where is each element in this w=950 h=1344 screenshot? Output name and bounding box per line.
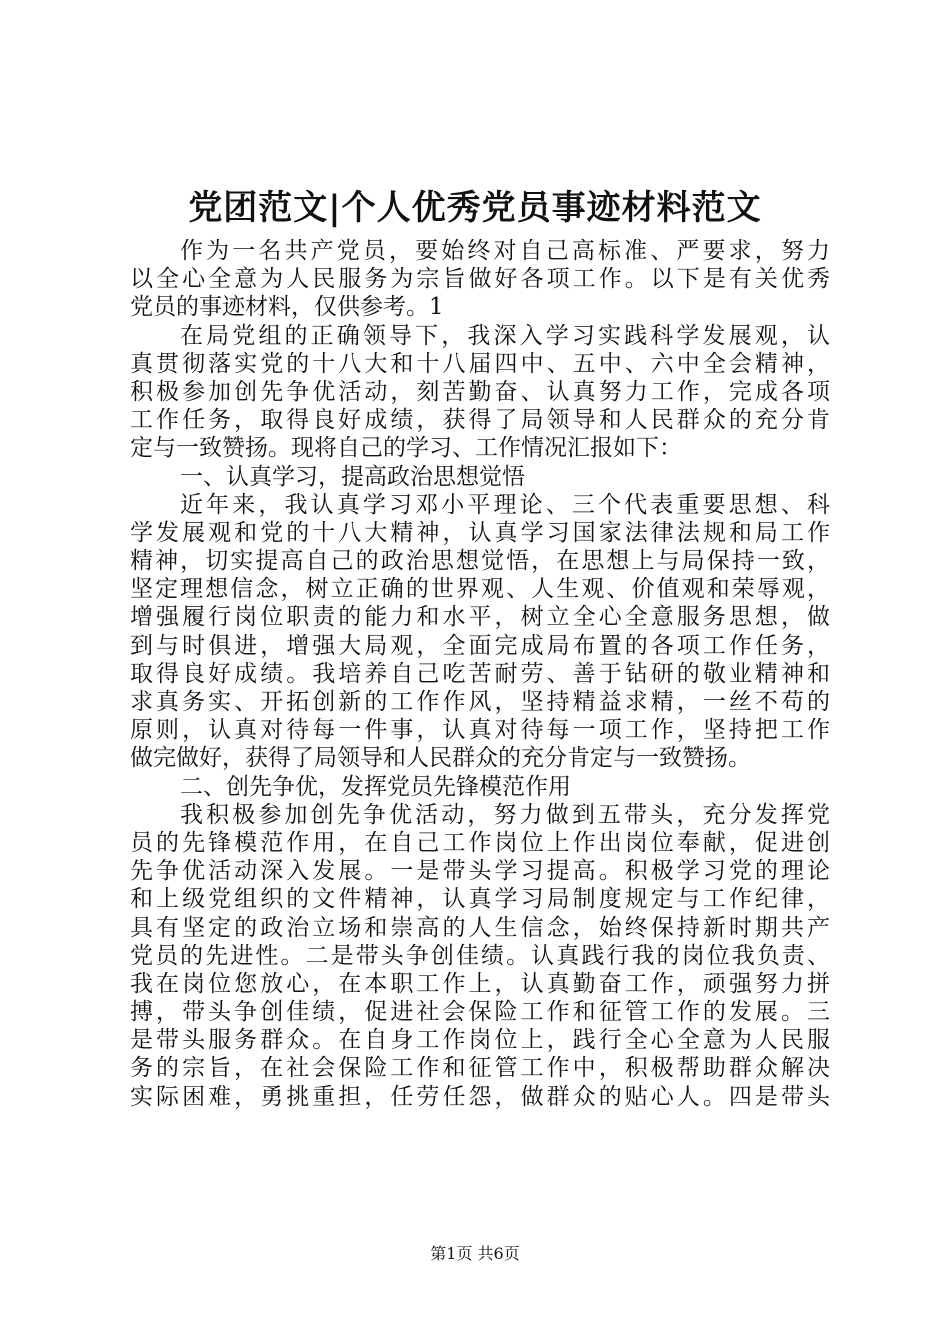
text-line: 务的宗旨，在社会保险工作和征管工作中，积极帮助群众解决 [130,1055,830,1082]
text-line: 坚定理想信念，树立正确的世界观、人生观、价值观和荣辱观， [130,576,830,603]
text-line: 做完做好，获得了局领导和人民群众的充分肯定与一致赞扬。 [130,745,751,772]
text-line: 原则，认真对待每一件事，认真对待每一项工作，坚持把工作 [130,717,830,744]
document-title: 党团范文|个人优秀党员事迹材料范文 [188,188,762,228]
text-line: 党员的事迹材料，仅供参考。1 [130,294,444,321]
document-body [130,237,830,1111]
text-line: 一、认真学习，提高政治思想觉悟 [180,463,525,490]
text-line: 学发展观和党的十八大精神，认真学习国家法律法规和局工作 [130,519,830,546]
text-line: 作为一名共产党员，要始终对自己高标准、严要求，努力 [180,238,830,264]
text-line: 搏，带头争创佳绩，促进社会保险工作和征管工作的发展。三 [130,999,830,1026]
text-line: 近年来，我认真学习邓小平理论、三个代表重要思想、科 [180,491,830,518]
text-line: 积极参加创先争优活动，刻苦勤奋、认真努力工作，完成各项 [130,378,830,405]
text-line: 实际困难，勇挑重担，任劳任怨，做群众的贴心人。四是带头 [130,1083,830,1110]
text-line: 我在岗位您放心，在本职工作上，认真勤奋工作，顽强努力拼 [130,970,830,997]
text-line: 增强履行岗位职责的能力和水平，树立全心全意服务思想，做 [130,604,830,631]
text-line: 具有坚定的政治立场和崇高的人生信念，始终保持新时期共产 [130,914,830,941]
text-line: 党员的先进性。二是带头争创佳绩。认真践行我的岗位我负责、 [130,942,830,969]
text-line: 定与一致赞扬。现将自己的学习、工作情况汇报如下： [130,435,682,462]
text-line: 精神，切实提高自己的政治思想觉悟，在思想上与局保持一致， [130,548,830,575]
text-line: 员的先锋模范作用，在自己工作岗位上作出岗位奉献，促进创 [130,829,830,856]
text-line: 二、创先争优，发挥党员先锋模范作用 [180,773,571,800]
text-line: 取得良好成绩。我培养自己吃苦耐劳、善于钻研的敬业精神和 [130,660,830,687]
text-line: 求真务实、开拓创新的工作作风，坚持精益求精，一丝不苟的 [130,689,830,715]
text-line: 先争优活动深入发展。一是带头学习提高。积极学习党的理论 [130,858,830,885]
text-line: 在局党组的正确领导下，我深入学习实践科学发展观，认 [180,322,830,349]
text-line: 是带头服务群众。在自身工作岗位上，践行全心全意为人民服 [130,1027,830,1054]
page-footer: 第1页 共6页 [430,1244,520,1263]
text-line: 真贯彻落实党的十八大和十八届四中、五中、六中全会精神， [130,350,830,377]
text-line: 我积极参加创先争优活动，努力做到五带头，充分发挥党 [180,801,830,828]
text-line: 到与时俱进，增强大局观，全面完成局布置的各项工作任务， [130,632,830,659]
text-line: 以全心全意为人民服务为宗旨做好各项工作。以下是有关优秀 [130,266,830,293]
text-line: 工作任务，取得良好成绩，获得了局领导和人民群众的充分肯 [130,407,830,434]
text-line: 和上级党组织的文件精神，认真学习局制度规定与工作纪律， [130,886,830,913]
